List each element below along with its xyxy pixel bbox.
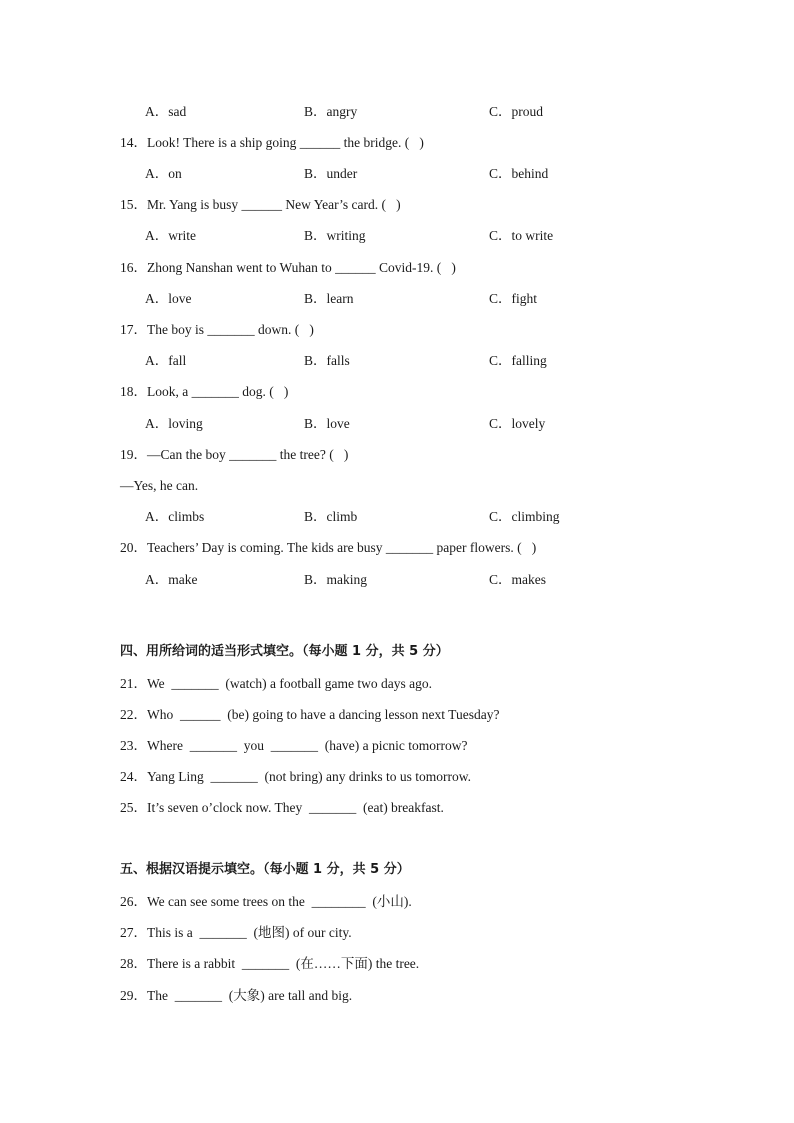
question-22: 22．Who ______ (be) going to have a dancing lesson next Tuesday? [120, 707, 500, 722]
options-row [145, 227, 605, 245]
option-b: B．falls [304, 353, 350, 368]
question-15: 15．Mr. Yang is busy ______ New Year’s card. ( ) [120, 197, 401, 212]
question-27: 27．This is a _______ (地图) of our city. [120, 925, 352, 940]
question-28: 28．There is a rabbit _______ (在……下面) the tree. [120, 956, 420, 971]
options-row [145, 290, 605, 308]
question-24: 24．Yang Ling _______ (not bring) any drinks to us tomorrow. [120, 769, 471, 784]
options-row [145, 352, 605, 370]
option-b: B．angry [304, 104, 358, 119]
option-c: C．behind [489, 166, 549, 181]
option-c: C．falling [489, 353, 547, 368]
options-row [145, 571, 605, 589]
dialogue-reply: —Yes, he can. [120, 478, 199, 493]
option-b: B．making [304, 572, 367, 587]
option-c: C．to write [489, 228, 554, 243]
question-23: 23．Where _______ you _______ (have) a picnic tomorrow? [120, 738, 468, 753]
option-a: A．on [145, 166, 182, 181]
option-a: A．climbs [145, 509, 205, 524]
question-16: 16．Zhong Nanshan went to Wuhan to ______ Covid-19. ( ) [120, 260, 456, 275]
question-29: 29．The _______ (大象) are tall and big. [120, 988, 353, 1003]
option-c: C．makes [489, 572, 546, 587]
option-c: C．proud [489, 104, 543, 119]
question-17: 17．The boy is _______ down. ( ) [120, 322, 314, 337]
option-b: B．writing [304, 228, 366, 243]
section-5-heading: 五、根据汉语提示填空。（每小题 1 分，共 5 分） [120, 862, 410, 877]
options-row [145, 415, 605, 433]
question-18: 18．Look, a _______ dog. ( ) [120, 384, 289, 399]
option-b: B．climb [304, 509, 358, 524]
option-a: A．write [145, 228, 196, 243]
option-a: A．make [145, 572, 198, 587]
question-21: 21．We _______ (watch) a football game two days ago. [120, 676, 432, 691]
option-c: C．fight [489, 291, 538, 306]
option-c: C．climbing [489, 509, 560, 524]
section-4-heading: 四、用所给词的适当形式填空。（每小题 1 分，共 5 分） [120, 644, 449, 659]
question-20: 20．Teachers’ Day is coming. The kids are busy _______ paper flowers. ( ) [120, 540, 537, 555]
question-25: 25．It’s seven o’clock now. They _______ (eat) breakfast. [120, 800, 444, 815]
option-c: C．lovely [489, 416, 546, 431]
option-a: A．sad [145, 104, 187, 119]
option-b: B．love [304, 416, 350, 431]
option-a: A．love [145, 291, 192, 306]
question-26: 26．We can see some trees on the ________ (小山). [120, 894, 412, 909]
options-row [145, 103, 605, 121]
options-row [145, 165, 605, 183]
option-b: B．under [304, 166, 358, 181]
options-row [145, 508, 605, 526]
option-a: A．loving [145, 416, 203, 431]
option-a: A．fall [145, 353, 187, 368]
question-14: 14．Look! There is a ship going ______ the bridge. ( ) [120, 135, 424, 150]
question-19: 19．—Can the boy _______ the tree? ( ) [120, 447, 349, 462]
option-b: B．learn [304, 291, 354, 306]
